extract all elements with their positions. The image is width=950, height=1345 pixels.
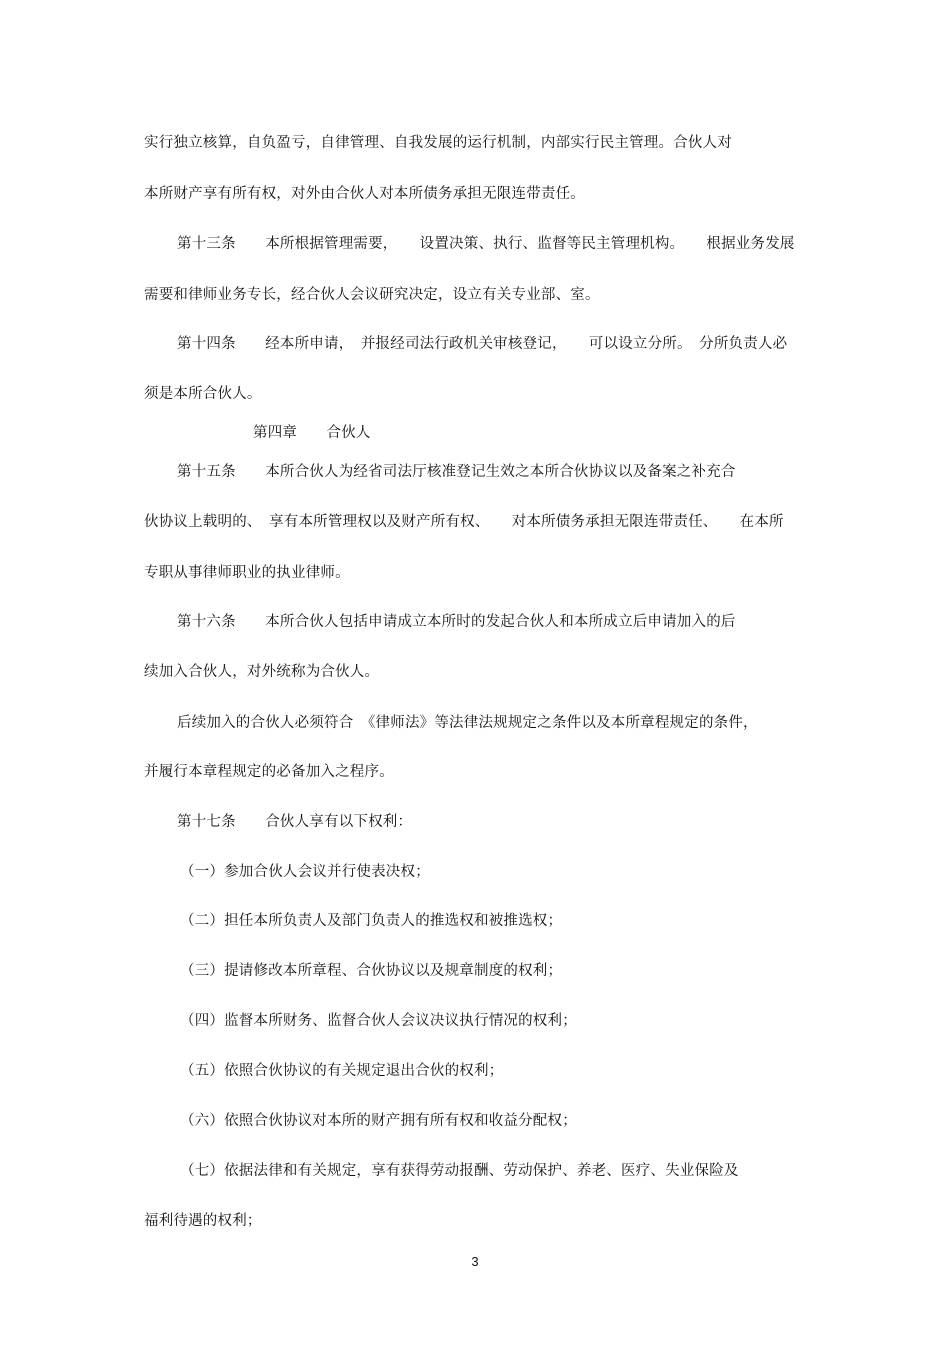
- text-line: 并履行本章程规定的必备加入之程序。: [144, 764, 394, 780]
- article-13-line: 第十三条 本所根据管理需要， 设置决策、执行、监督等民主管理机构。 根据业务发展: [177, 236, 795, 252]
- text-line: 本所财产享有所有权，对外由合伙人对本所债务承担无限连带责任。: [144, 186, 585, 202]
- list-item: （七）依据法律和有关规定，享有获得劳动报酬、劳动保护、养老、医疗、失业保险及: [180, 1163, 739, 1179]
- text-line: 须是本所合伙人。: [144, 386, 262, 402]
- list-item: （三）提请修改本所章程、合伙协议以及规章制度的权利；: [180, 963, 563, 979]
- text-line: 续加入合伙人，对外统称为合伙人。: [144, 664, 380, 680]
- page-number: 3: [471, 1254, 479, 1269]
- list-item: （一）参加合伙人会议并行使表决权；: [180, 864, 430, 880]
- list-item: （五）依照合伙协议的有关规定退出合伙的权利；: [180, 1063, 504, 1079]
- list-item: （六）依照合伙协议对本所的财产拥有所有权和收益分配权；: [180, 1113, 577, 1129]
- text-line: 专职从事律师职业的执业律师。: [144, 565, 350, 581]
- article-15-line: 第十五条 本所合伙人为经省司法厅核准登记生效之本所合伙协议以及备案之补充合: [177, 464, 736, 480]
- paragraph-line: 后续加入的合伙人必须符合 《律师法》等法律法规规定之条件以及本所章程规定的条件，: [177, 715, 758, 731]
- text-line: 福利待遇的权利；: [144, 1213, 262, 1229]
- article-16-line: 第十六条 本所合伙人包括申请成立本所时的发起合伙人和本所成立后申请加入的后: [177, 614, 736, 630]
- article-17-line: 第十七条 合伙人享有以下权利：: [177, 814, 413, 830]
- article-14-line: 第十四条 经本所申请， 并报经司法行政机关审核登记， 可以设立分所。 分所负责人必: [177, 336, 788, 352]
- list-item: （二）担任本所负责人及部门负责人的推选权和被推选权；: [180, 913, 563, 929]
- text-line: 需要和律师业务专长，经合伙人会议研究决定，设立有关专业部、室。: [144, 287, 600, 303]
- list-item: （四）监督本所财务、监督合伙人会议决议执行情况的权利；: [180, 1013, 577, 1029]
- chapter-heading: 第四章 合伙人: [253, 425, 371, 441]
- text-line: 伙协议上载明的、 享有本所管理权以及财产所有权、 对本所债务承担无限连带责任、 在本所: [144, 514, 784, 530]
- text-line: 实行独立核算，自负盈亏，自律管理、自我发展的运行机制，内部实行民主管理。合伙人对: [144, 135, 732, 151]
